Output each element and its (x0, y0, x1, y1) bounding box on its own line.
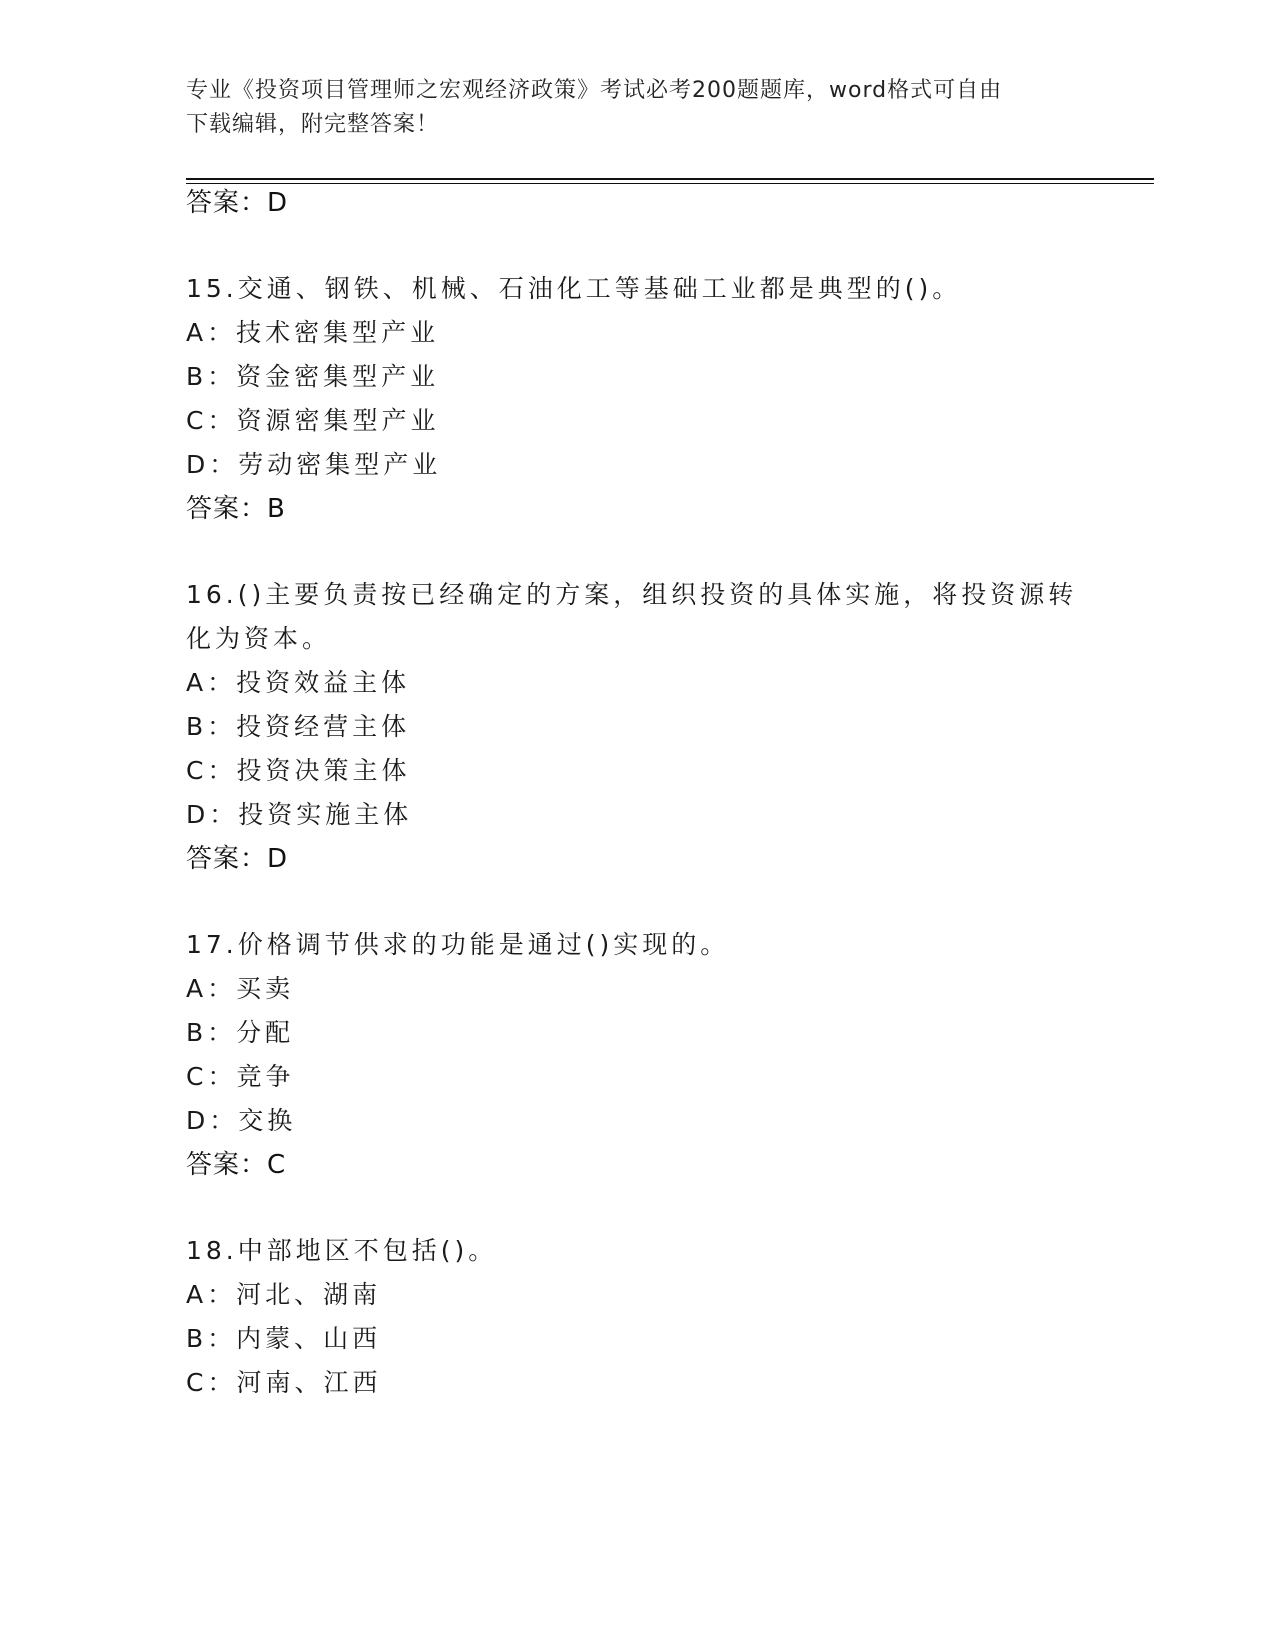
question-17-option-b: B：分配 (186, 1018, 295, 1047)
question-18-option-c: C：河南、江西 (186, 1368, 382, 1397)
question-16-option-c: C：投资决策主体 (186, 756, 411, 785)
question-17-option-d: D：交换 (186, 1106, 297, 1135)
question-17-stem: 17.价格调节供求的功能是通过()实现的。 (186, 930, 730, 959)
document-header (186, 74, 1086, 142)
header-line-2: 下载编辑，附完整答案！ (186, 112, 440, 137)
question-17-option-c: C：竞争 (186, 1062, 295, 1091)
header-divider-thick (186, 178, 1154, 180)
answer-q15: 答案：B (186, 494, 286, 524)
question-16-option-d: D：投资实施主体 (186, 800, 413, 829)
question-17-option-a: A：买卖 (186, 974, 295, 1003)
answer-q16: 答案：D (186, 844, 289, 874)
question-15-option-b: B：资金密集型产业 (186, 362, 440, 391)
question-15-option-a: A：技术密集型产业 (186, 318, 440, 347)
question-15-option-c: C：资源密集型产业 (186, 406, 440, 435)
question-15-stem: 15.交通、钢铁、机械、石油化工等基础工业都是典型的()。 (186, 274, 962, 303)
question-16-stem-cont: 化为资本。 (186, 624, 332, 653)
question-16-option-b: B：投资经营主体 (186, 712, 411, 741)
question-15-option-d: D：劳动密集型产业 (186, 450, 442, 479)
question-18-option-b: B：内蒙、山西 (186, 1324, 382, 1353)
question-18-option-a: A：河北、湖南 (186, 1280, 382, 1309)
question-16-stem: 16.()主要负责按已经确定的方案，组织投资的具体实施，将投资源转 (186, 580, 1078, 609)
answer-q17: 答案：C (186, 1150, 287, 1180)
question-16-option-a: A：投资效益主体 (186, 668, 411, 697)
header-divider-thin (186, 183, 1154, 184)
answer-q14: 答案：D (186, 188, 289, 218)
question-18-stem: 18.中部地区不包括()。 (186, 1236, 498, 1265)
header-line-1: 专业《投资项目管理师之宏观经济政策》考试必考200题题库，word格式可自由 (186, 78, 1003, 103)
